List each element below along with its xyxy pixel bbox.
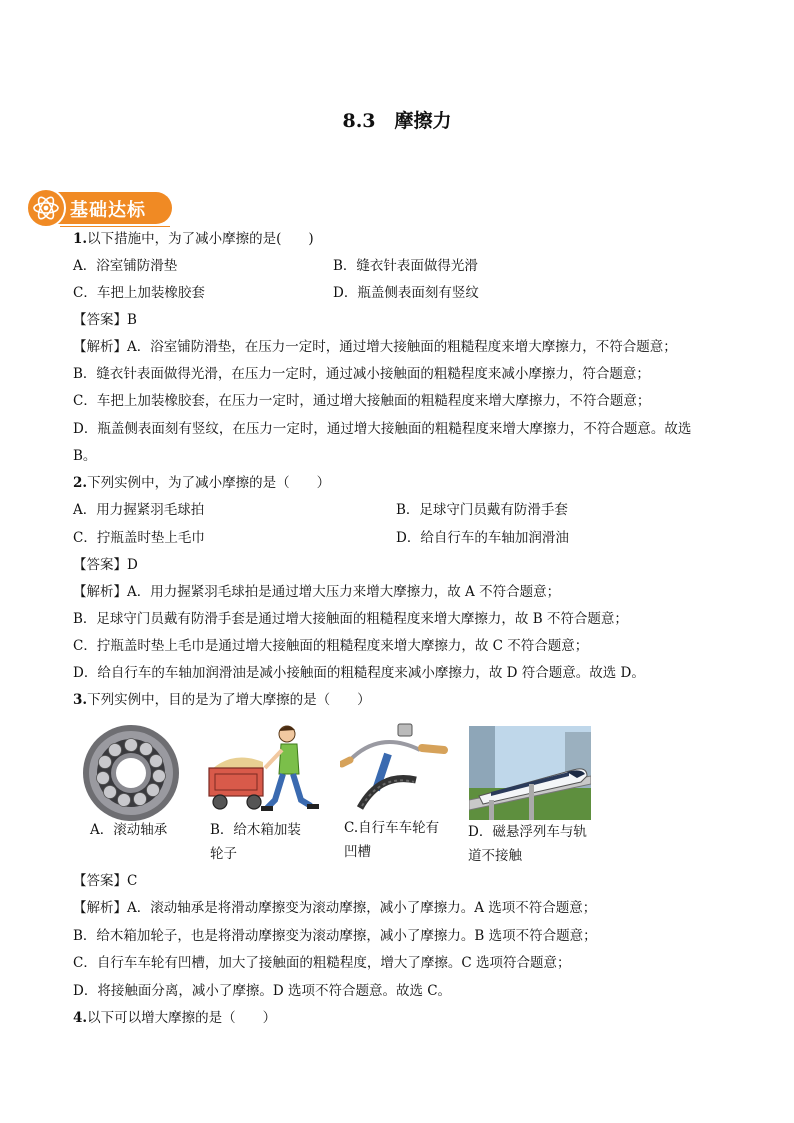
q4-stem [73,1009,276,1027]
q3-caption-c [344,816,439,864]
caption-line: D．磁悬浮列车与轨 [468,824,587,840]
banner-underline [60,226,170,227]
q1-option-d: D．瓶盖侧表面刻有竖纹 [333,285,479,301]
caption-line: 轮子 [210,846,237,862]
q3-analysis-line: D．将接触面分离，减小了摩擦。D 选项不符合题意。故选 C。 [73,983,452,999]
q2-analysis-line: C．拧瓶盖时垫上毛巾是通过增大接触面的粗糙程度来增大摩擦力，故 C 不符合题意； [73,638,589,654]
q2-option-c: C．拧瓶盖时垫上毛巾 [73,530,205,546]
section-banner [26,188,172,228]
caption-line: 道不接触 [468,848,522,864]
q3-caption-b [210,818,301,866]
q3-analysis-line: C．自行车车轮有凹槽，加大了接触面的粗糙程度，增大了摩擦。C 选项符合题意； [73,955,571,971]
bearing-image [80,724,182,822]
q4-stem-text: 以下可以增大摩擦的是（ ） [87,1010,277,1026]
q3-answer: 【答案】C [73,873,138,889]
page-title: 8.3 摩擦力 [342,110,452,132]
q1-option-b: B．缝衣针表面做得光滑 [333,258,478,274]
q2-analysis-line: B．足球守门员戴有防滑手套是通过增大接触面的粗糙程度来增大摩擦力，故 B 不符合题意； [73,611,628,627]
q3-caption-a [90,818,167,842]
q3-stem [73,691,371,709]
q1-stem-text: 以下措施中，为了减小摩擦的是( ) [87,231,314,247]
bicycle-handlebar-image [340,720,454,816]
q3-analysis-line: 【解析】A．滚动轴承是将滑动摩擦变为滚动摩擦，减小了摩擦力。A 选项不符合题意； [73,900,597,916]
maglev-train-image [469,726,591,820]
cart-image [203,722,321,818]
q2-number: 2. [73,475,88,491]
q2-option-d: D．给自行车的车轴加润滑油 [396,530,569,546]
caption-line: B．给木箱加装 [210,822,301,838]
q3-stem-text: 下列实例中，目的是为了增大摩擦的是（ ） [87,692,371,708]
q2-analysis-line: D．给自行车的车轴加润滑油是减小接触面的粗糙程度来减小摩擦力，故 D 符合题意。故选 D。 [73,665,645,681]
q1-analysis-line: C．车把上加装橡胶套，在压力一定时，通过增大接触面的粗糙程度来增大摩擦力，不符合题意； [73,393,651,409]
q2-analysis-line: 【解析】A．用力握紧羽毛球拍是通过增大压力来增大摩擦力，故 A 不符合题意； [73,584,561,600]
q3-caption-d [468,820,587,868]
q1-analysis-line: B．缝衣针表面做得光滑，在压力一定时，通过减小接触面的粗糙程度来减小摩擦力，符合题意； [73,366,650,382]
q1-option-a: A．浴室铺防滑垫 [73,258,178,274]
q1-analysis-line: B。 [73,448,97,464]
q4-number: 4. [73,1010,88,1026]
banner-label: 基础达标 [70,200,146,221]
caption-line: 凹槽 [344,844,371,860]
q1-number: 1. [73,231,88,247]
q2-stem [73,474,330,492]
q3-analysis-line: B．给木箱加轮子，也是将滑动摩擦变为滚动摩擦，减小了摩擦力。B 选项不符合题意； [73,928,597,944]
atom-icon [26,188,66,228]
caption-line: A．滚动轴承 [90,822,168,838]
q1-answer: 【答案】B [73,312,137,328]
q1-analysis-line: 【解析】A．浴室铺防滑垫，在压力一定时，通过增大接触面的粗糙程度来增大摩擦力，不符合题意； [73,339,677,355]
q2-answer: 【答案】D [73,557,138,573]
q3-number: 3. [73,692,88,708]
q2-option-a: A．用力握紧羽毛球拍 [73,502,205,518]
q1-option-c: C．车把上加装橡胶套 [73,285,205,301]
q1-analysis-line: D．瓶盖侧表面刻有竖纹，在压力一定时，通过增大接触面的粗糙程度来增大摩擦力，不符合题意。故选 [73,421,692,437]
q1-stem [73,230,314,248]
q2-option-b: B．足球守门员戴有防滑手套 [396,502,568,518]
q2-stem-text: 下列实例中，为了减小摩擦的是（ ） [87,475,331,491]
caption-line: C.自行车车轮有 [344,820,440,836]
